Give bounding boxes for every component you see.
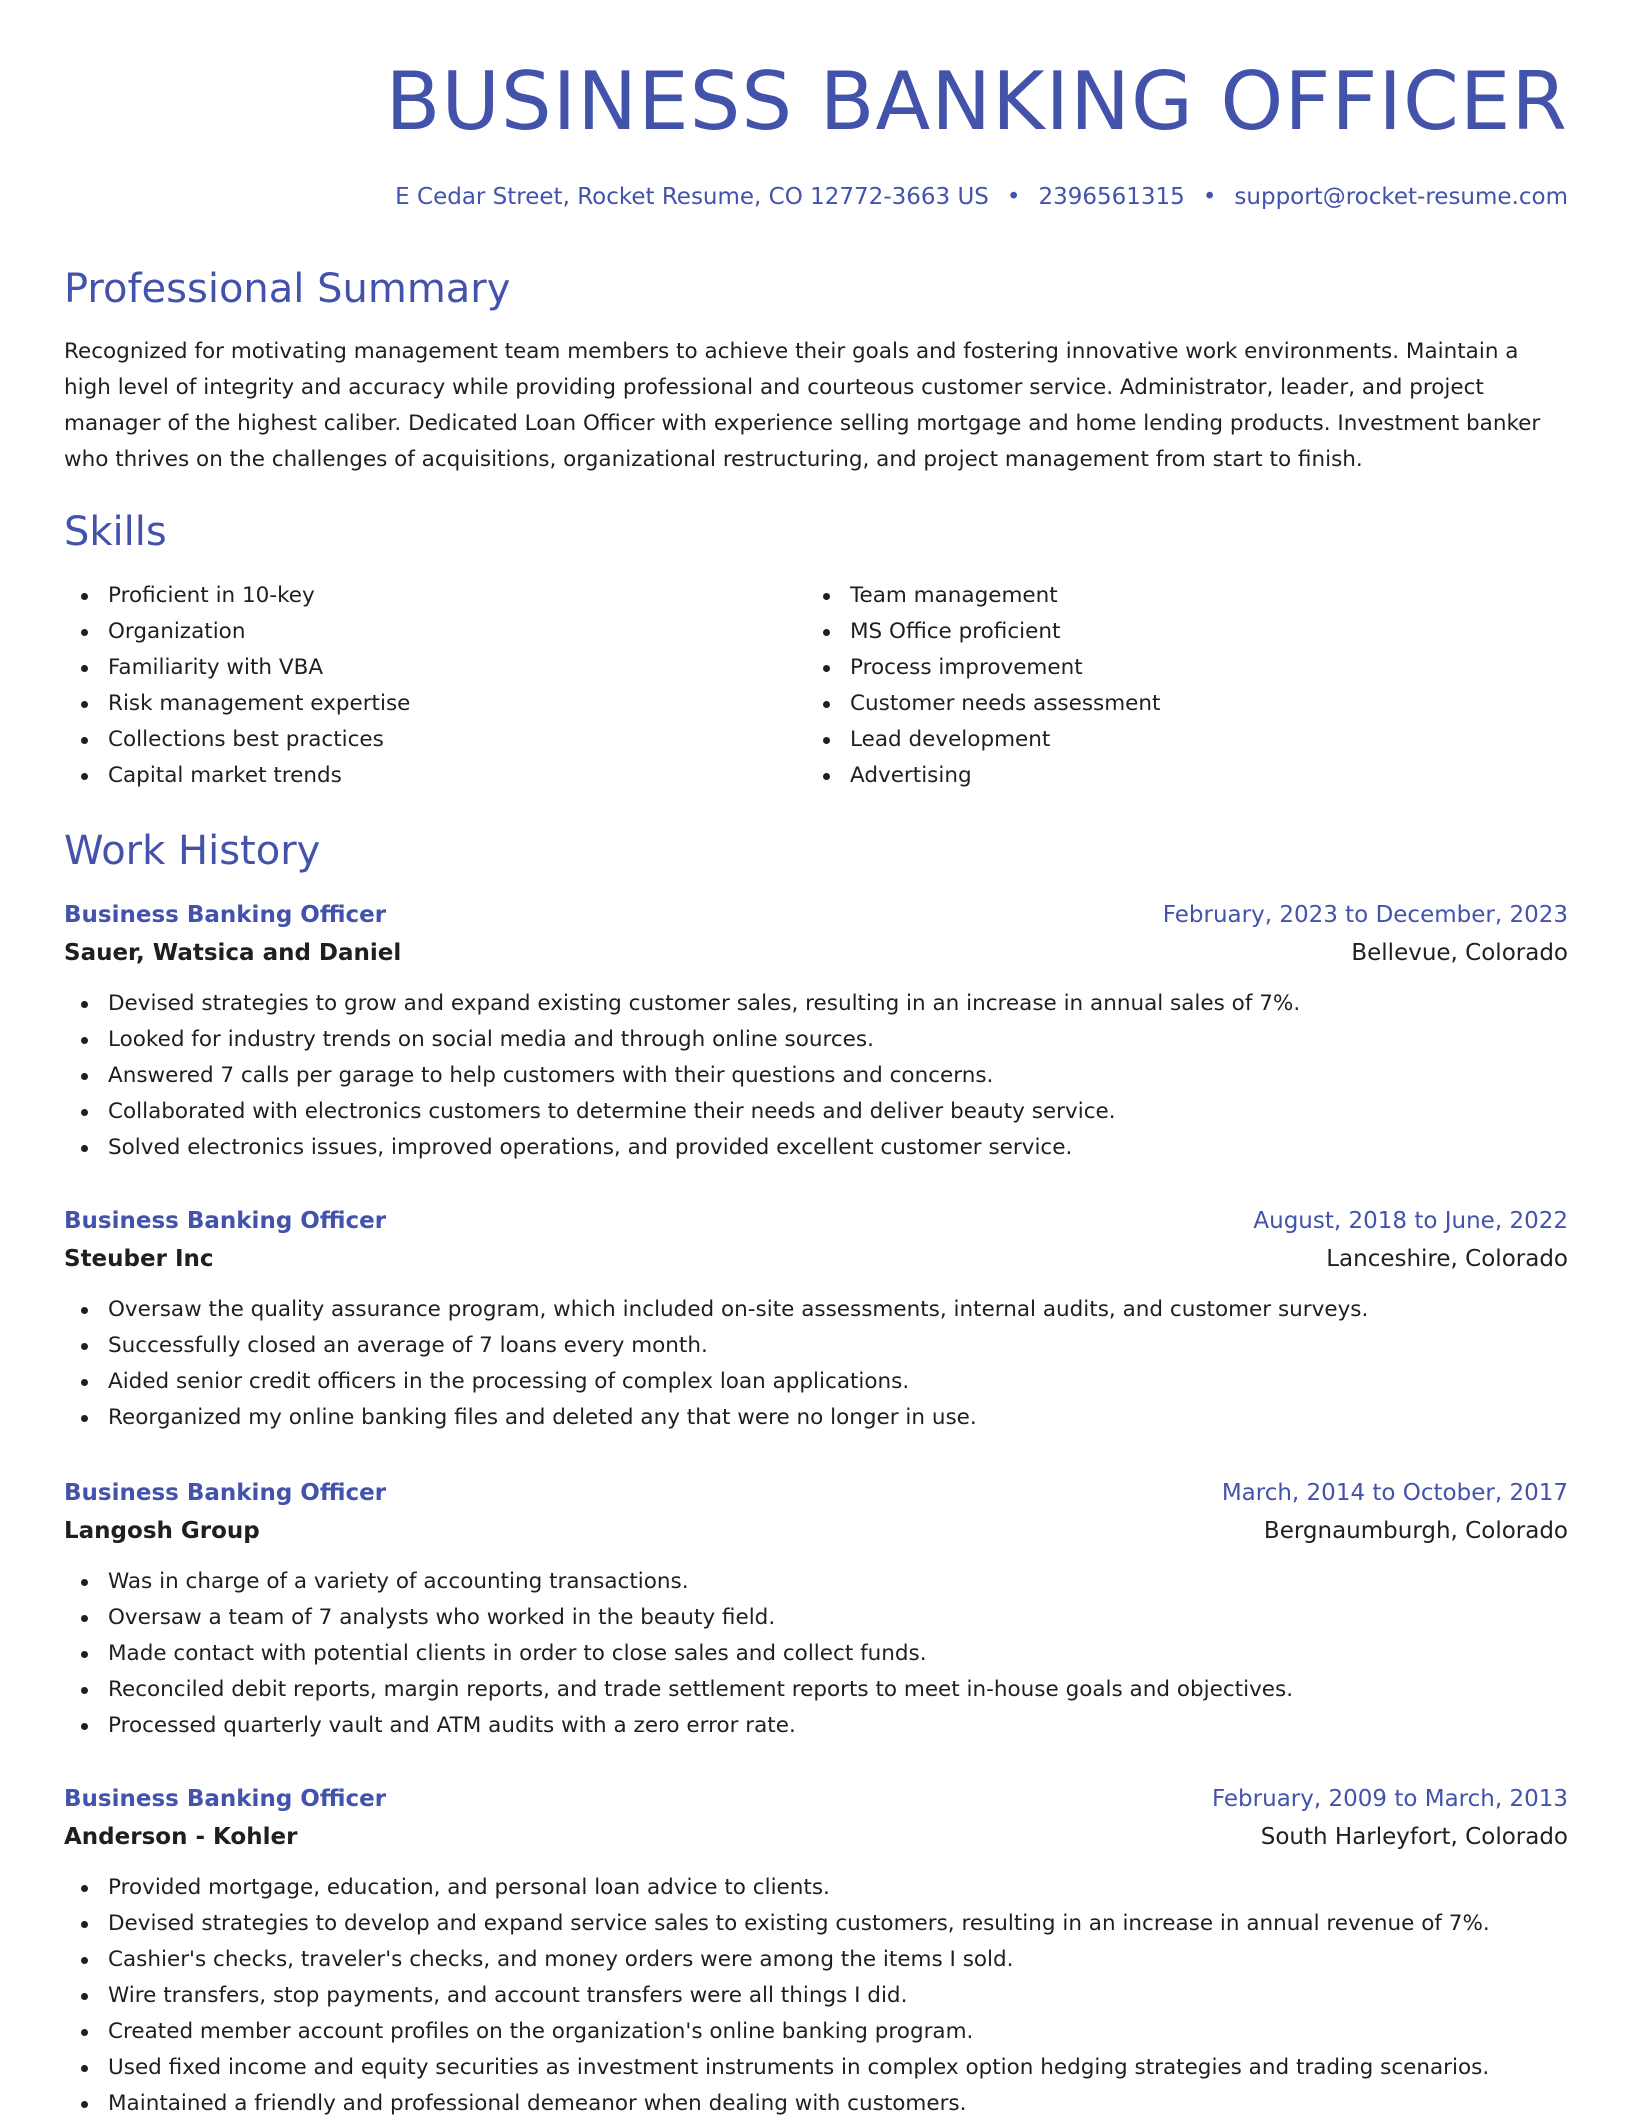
- job-bullet: Created member account profiles on the organization's online banking program.: [64, 2014, 1568, 2050]
- job-title: Business Banking Officer: [64, 1786, 387, 1812]
- job-company-row: [64, 1818, 1568, 1856]
- summary-heading: Professional Summary: [64, 266, 511, 312]
- job-title: Business Banking Officer: [64, 1480, 387, 1506]
- contact-line: [395, 180, 1568, 214]
- skill-item: Customer needs assessment: [806, 686, 1160, 722]
- skills-list-left: [64, 578, 410, 794]
- job-title-row: [64, 1474, 1568, 1512]
- skill-item: Capital market trends: [64, 758, 410, 794]
- job-company-row: [64, 1512, 1568, 1550]
- job-entry: [64, 1780, 1568, 2122]
- summary-text: Recognized for motivating management team members to achieve their goals and fostering innovative work environments. Maintain a high level of integrity and accuracy while providing professional and courteous customer service. Administrator, leader, and project manager of the highest caliber. Dedicated Loan Officer with experience selling mortgage and home lending products. Investment banker who thrives on the challenges of acquisitions, organizational restructuring, and project management from start to finish.: [64, 339, 1541, 472]
- job-bullet: Reconciled debit reports, margin reports, and trade settlement reports to meet in-house goals and objectives.: [64, 1672, 1568, 1708]
- job-company: Anderson - Kohler: [64, 1824, 298, 1850]
- phone-text: 2396561315: [1038, 184, 1185, 210]
- job-entry: [64, 1202, 1568, 1436]
- job-bullet: Collaborated with electronics customers to determine their needs and deliver beauty service.: [64, 1094, 1568, 1130]
- job-bullet: Solved electronics issues, improved operations, and provided excellent customer service.: [64, 1130, 1568, 1166]
- job-bullet: Was in charge of a variety of accounting transactions.: [64, 1564, 1568, 1600]
- address-text: E Cedar Street, Rocket Resume, CO 12772-3663 US: [395, 184, 989, 210]
- skill-item: Process improvement: [806, 650, 1160, 686]
- contact-separator: •: [1202, 184, 1217, 210]
- job-bullet: Used fixed income and equity securities as investment instruments in complex option hedging strategies and trading scenarios.: [64, 2050, 1568, 2086]
- job-bullet: Oversaw the quality assurance program, which included on-site assessments, internal audits, and customer surveys.: [64, 1292, 1568, 1328]
- job-bullet: Oversaw a team of 7 analysts who worked in the beauty field.: [64, 1600, 1568, 1636]
- job-company: Sauer, Watsica and Daniel: [64, 940, 402, 966]
- job-title-row: [64, 1780, 1568, 1818]
- job-dates: August, 2018 to June, 2022: [1253, 1208, 1568, 1234]
- job-bullet: Successfully closed an average of 7 loans every month.: [64, 1328, 1568, 1364]
- skill-item: Organization: [64, 614, 410, 650]
- contact-separator: •: [1006, 184, 1021, 210]
- job-dates: February, 2023 to December, 2023: [1162, 902, 1568, 928]
- skills-list-right: [806, 578, 1160, 794]
- skill-item: Familiarity with VBA: [64, 650, 410, 686]
- job-title: Business Banking Officer: [64, 1208, 387, 1234]
- job-bullet: Aided senior credit officers in the processing of complex loan applications.: [64, 1364, 1568, 1400]
- job-bullet-list: [64, 1292, 1568, 1436]
- skill-item: Advertising: [806, 758, 1160, 794]
- skill-item: Risk management expertise: [64, 686, 410, 722]
- job-bullet: Looked for industry trends on social media and through online sources.: [64, 1022, 1568, 1058]
- job-location: Bergnaumburgh, Colorado: [1263, 1518, 1568, 1544]
- job-bullet-list: [64, 986, 1568, 1166]
- job-entry: [64, 896, 1568, 1166]
- resume-name-heading: BUSINESS BANKING OFFICER: [385, 55, 1568, 148]
- job-title-row: [64, 896, 1568, 934]
- job-company-row: [64, 1240, 1568, 1278]
- job-bullet: Answered 7 calls per garage to help customers with their questions and concerns.: [64, 1058, 1568, 1094]
- job-bullet-list: [64, 1564, 1568, 1744]
- skill-item: MS Office proficient: [806, 614, 1160, 650]
- job-bullet: Devised strategies to grow and expand existing customer sales, resulting in an increase in annual sales of 7%.: [64, 986, 1568, 1022]
- job-entry: [64, 1474, 1568, 1744]
- skills-heading: Skills: [64, 509, 167, 555]
- job-title: Business Banking Officer: [64, 902, 387, 928]
- work-history-heading: Work History: [64, 828, 321, 874]
- job-bullet: Devised strategies to develop and expand service sales to existing customers, resulting in an increase in annual revenue of 7%.: [64, 1906, 1568, 1942]
- job-bullet: Made contact with potential clients in order to close sales and collect funds.: [64, 1636, 1568, 1672]
- job-bullet: Maintained a friendly and professional demeanor when dealing with customers.: [64, 2086, 1568, 2122]
- job-location: Bellevue, Colorado: [1351, 940, 1568, 966]
- skill-item: Proficient in 10-key: [64, 578, 410, 614]
- job-location: Lanceshire, Colorado: [1326, 1246, 1568, 1272]
- job-bullet-list: [64, 1870, 1568, 2122]
- job-company: Langosh Group: [64, 1518, 260, 1544]
- skill-item: Collections best practices: [64, 722, 410, 758]
- skill-item: Team management: [806, 578, 1160, 614]
- job-title-row: [64, 1202, 1568, 1240]
- job-bullet: Reorganized my online banking files and deleted any that were no longer in use.: [64, 1400, 1568, 1436]
- job-bullet: Wire transfers, stop payments, and account transfers were all things I did.: [64, 1978, 1568, 2014]
- job-bullet: Cashier's checks, traveler's checks, and money orders were among the items I sold.: [64, 1942, 1568, 1978]
- job-company: Steuber Inc: [64, 1246, 214, 1272]
- job-dates: March, 2014 to October, 2017: [1221, 1480, 1568, 1506]
- job-company-row: [64, 934, 1568, 972]
- email-text: support@rocket-resume.com: [1234, 184, 1568, 210]
- skill-item: Lead development: [806, 722, 1160, 758]
- job-location: South Harleyfort, Colorado: [1260, 1824, 1568, 1850]
- job-bullet: Processed quarterly vault and ATM audits with a zero error rate.: [64, 1708, 1568, 1744]
- job-dates: February, 2009 to March, 2013: [1211, 1786, 1568, 1812]
- job-bullet: Provided mortgage, education, and personal loan advice to clients.: [64, 1870, 1568, 1906]
